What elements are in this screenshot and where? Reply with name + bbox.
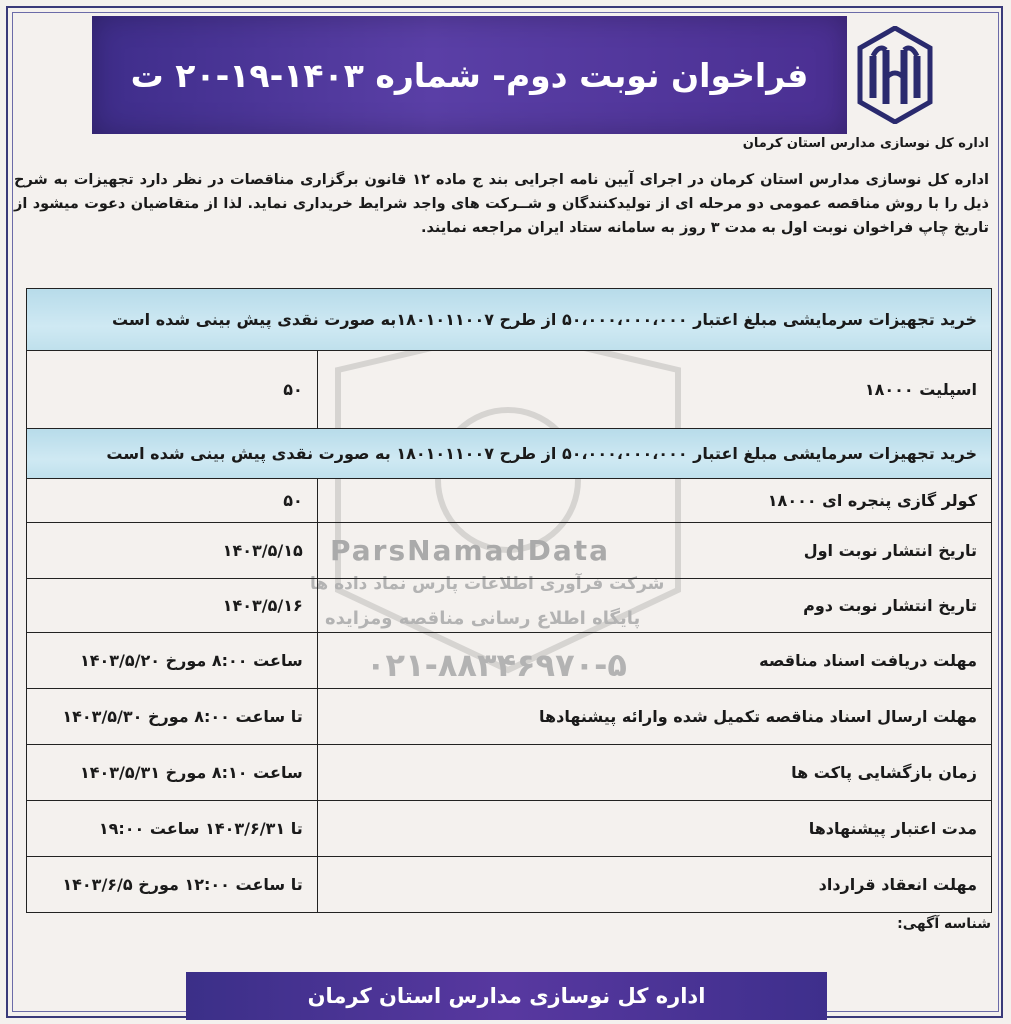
schedule-label: زمان بازگشایی پاکت ها	[317, 745, 991, 801]
organization-name: اداره کل نوسازی مدارس استان کرمان	[742, 136, 989, 151]
watermark-phone: ۰۲۱-۸۸۳۴۶۹۷۰-۵	[366, 646, 627, 684]
schedule-label: مهلت انعقاد قرارداد	[317, 857, 991, 913]
table-row	[27, 479, 992, 523]
schedule-label: مدت اعتبار پیشنهادها	[317, 801, 991, 857]
item-quantity: ۵۰	[27, 479, 318, 523]
schedule-value: تا ساعت ۱۲:۰۰ مورخ ۱۴۰۳/۶/۵	[27, 857, 318, 913]
schedule-label: مهلت ارسال اسناد مناقصه تکمیل شده وارائه پیشنهادها	[317, 689, 991, 745]
section-heading: خرید تجهیزات سرمایشی مبلغ اعتبار ۵۰،۰۰۰،۰۰۰،۰۰۰ از طرح ۱۸۰۱۰۱۱۰۰۷به صورت نقدی پیش بینی شده است	[27, 289, 992, 351]
watermark-company: شرکت فرآوری اطلاعات پارس نماد داده ها	[310, 574, 665, 594]
footer-organization: اداره کل نوسازی مدارس استان کرمان	[307, 984, 706, 1008]
table-row	[27, 857, 992, 913]
table-row	[27, 523, 992, 579]
table-row	[27, 633, 992, 689]
schedule-value: تا ساعت ۸:۰۰ مورخ ۱۴۰۳/۵/۳۰	[27, 689, 318, 745]
table-row	[27, 745, 992, 801]
item-name: اسپلیت ۱۸۰۰۰	[317, 351, 991, 429]
schedule-label: مهلت دریافت اسناد مناقصه	[317, 633, 991, 689]
section-heading-row	[27, 429, 992, 479]
page-title: فراخوان نوبت دوم- شماره ۱۴۰۳-۱۹-۲۰ ت	[130, 55, 809, 95]
schedule-value: ۱۴۰۳/۵/۱۵	[27, 523, 318, 579]
intro-paragraph: اداره کل نوسازی مدارس استان کرمان در اجرای آیین نامه اجرایی بند ج ماده ۱۲ قانون برگزاری مناقصات در نظر دارد تجهیزات به شرح ذیل را با روش مناقصه عمومی دو مرحله ای از تولیدکنندگان و شــرکت های واجد شرایط خریداری نماید. لذا از متقاضیان دعوت میشود از تاریخ چاپ فراخوان نوبت اول به مدت ۳ روز به سامانه ستاد ایران مراجعه نمایند.	[14, 172, 989, 236]
footer-banner	[186, 972, 827, 1020]
watermark-portal: پایگاه اطلاع رسانی مناقصه ومزایده	[325, 608, 641, 629]
schedule-value: ساعت ۸:۰۰ مورخ ۱۴۰۳/۵/۲۰	[27, 633, 318, 689]
schedule-label: تاریخ انتشار نوبت اول	[317, 523, 991, 579]
section-heading-row	[27, 289, 992, 351]
table-row	[27, 801, 992, 857]
title-banner	[92, 16, 847, 134]
organization-logo-icon	[856, 26, 934, 124]
table-row	[27, 689, 992, 745]
table-row	[27, 351, 992, 429]
ad-id-label: شناسه آگهی:	[897, 916, 991, 932]
item-quantity: ۵۰	[27, 351, 318, 429]
schedule-value: تا ۱۴۰۳/۶/۳۱ ساعت ۱۹:۰۰	[27, 801, 318, 857]
item-name: کولر گازی پنجره ای ۱۸۰۰۰	[317, 479, 991, 523]
section-heading: خرید تجهیزات سرمایشی مبلغ اعتبار ۵۰،۰۰۰،۰۰۰،۰۰۰ از طرح ۱۸۰۱۰۱۱۰۰۷ به صورت نقدی پیش بینی شده است	[27, 429, 992, 479]
watermark-brand: ParsNamadData	[330, 534, 610, 567]
schedule-label: تاریخ انتشار نوبت دوم	[317, 579, 991, 633]
tender-table	[26, 288, 992, 913]
schedule-value: ۱۴۰۳/۵/۱۶	[27, 579, 318, 633]
schedule-value: ساعت ۸:۱۰ مورخ ۱۴۰۳/۵/۳۱	[27, 745, 318, 801]
table-row	[27, 579, 992, 633]
